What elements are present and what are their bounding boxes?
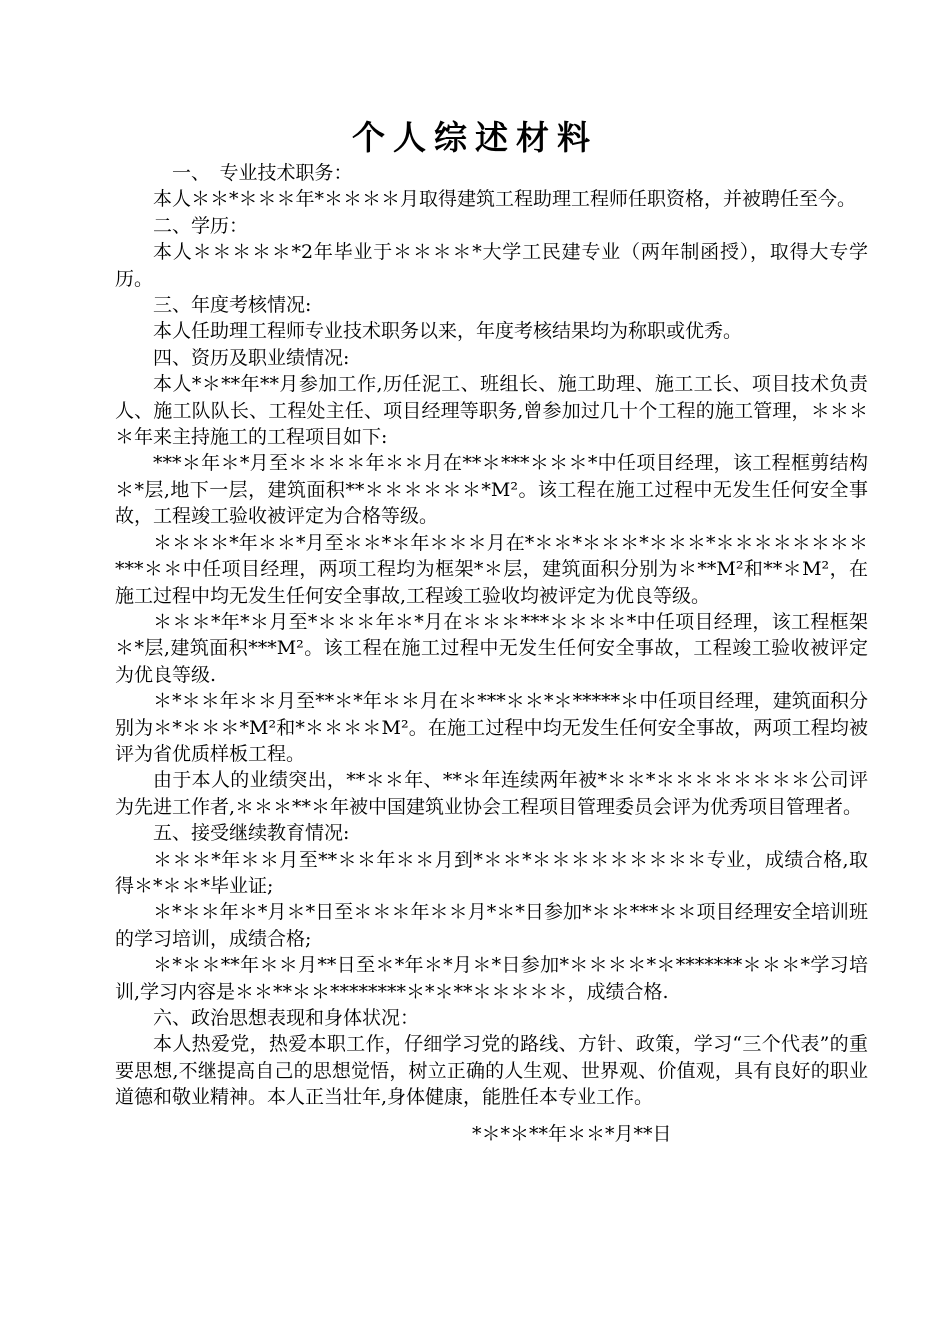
- paragraph-education-2: ＊*＊＊年＊*月＊*日至＊＊＊年＊＊月*＊*日参加*＊＊***＊＊项目经理安全培训班的学习培训，成绩合格;: [115, 901, 868, 950]
- paragraph-education: 本人＊＊＊＊＊*2年毕业于＊＊＊＊*大学工民建专业（两年制函授），取得大专学历。: [115, 241, 868, 290]
- section-heading-annual-review: 三、年度考核情况:: [153, 294, 312, 317]
- section-heading-political-health: 六、政治思想表现和身体状况：: [153, 1007, 420, 1029]
- section-heading-career: 四、资历及职业绩情况:: [153, 346, 350, 369]
- paragraph-annual-review: 本人任助理工程师专业技术职务以来，年度考核结果均为称职或优秀。: [153, 320, 743, 343]
- signature-date: *＊*＊**年＊＊*月**日: [472, 1123, 672, 1145]
- paragraph-project-3: ＊＊＊*年*＊月至*＊＊＊年＊*月在＊＊＊***＊＊＊＊*中任项目经理，该工程框架＊*层,建筑面积***M²。该工程在施工过程中无发生任何安全事故，工程竣工验收被评定为优良等级.: [115, 610, 868, 686]
- paragraph-political-health: 本人热爱党，热爱本职工作，仔细学习党的路线、方针、政策，学习“三个代表”的重要思想,不继提高自己的思想觉悟，树立正确的人生观、世界观、价值观，具有良好的职业道德和敬业精神。本人正当壮年,身体健康，能胜任本专业工作。: [115, 1033, 868, 1109]
- document-body: [115, 160, 868, 1111]
- paragraph-project-2: ＊＊＊＊*年＊＊*月至＊＊*＊年＊＊＊月在*＊＊*＊＊＊*＊＊＊*＊＊＊＊＊＊＊＊***＊＊中任项目经理，两项工程均为框架*＊层，建筑面积分别为＊**M²和**＊M²，在施工过程中均无发生任何安全事故,工程竣工验收均被评定为优良等级。: [115, 531, 868, 607]
- section-heading-education: 二、学历：: [153, 214, 249, 237]
- paragraph-project-1: ***＊年＊*月至＊＊＊＊年＊＊月在**＊***＊＊＊*中任项目经理，该工程框剪结构＊*层,地下一层，建筑面积**＊＊＊＊＊＊*M²。该工程在施工过程中无发生任何安全事故，工程竣工验收被评定为合格等级。: [115, 452, 868, 528]
- paragraph-career-intro: 本人*＊**年**月参加工作,历任泥工、班组长、施工助理、施工工长、项目技术负责人、施工队队长、工程处主任、项目经理等职务,曾参加过几十个工程的施工管理，＊＊＊＊年来主持施工的工程项目如下:: [115, 373, 868, 449]
- section-heading-professional-title: 一、 专业技术职务：: [172, 162, 353, 184]
- document-title: 个人综述材料: [352, 118, 598, 157]
- section-heading-continuing-education: 五、接受继续教育情况:: [153, 822, 350, 845]
- paragraph-project-4: ＊*＊＊年＊＊月至**＊*年＊＊月在＊***＊＊*＊*****＊中任项目经理，建筑面积分别为＊*＊＊＊*M²和*＊＊＊＊M²。在施工过程中均无发生任何安全事故，两项工程均被评为省优质样板工程。: [115, 690, 868, 765]
- paragraph-education-3: ＊*＊＊**年＊＊月**日至＊*年＊*月＊*日参加*＊＊＊＊*＊*******＊＊＊*学习培训,学习内容是＊＊**＊＊********＊*＊**＊＊＊＊＊，成绩合格.: [115, 954, 868, 1003]
- paragraph-education-1: ＊＊＊*年＊＊月至**＊＊年＊＊月到*＊＊*＊＊＊＊＊＊＊＊＊专业，成绩合格,取得＊*＊＊*毕业证;: [115, 848, 868, 897]
- paragraph-professional-title: 本人＊＊*＊＊＊年*＊＊＊＊月取得建筑工程助理工程师任职资格，并被聘任至今。: [153, 188, 857, 211]
- paragraph-honors: 由于本人的业绩突出，**＊＊年、**＊年连续两年被*＊＊*＊＊＊＊＊＊＊＊公司评为先进工作者,＊＊＊**＊年被中国建筑业协会工程项目管理委员会评为优秀项目管理者。: [115, 769, 868, 818]
